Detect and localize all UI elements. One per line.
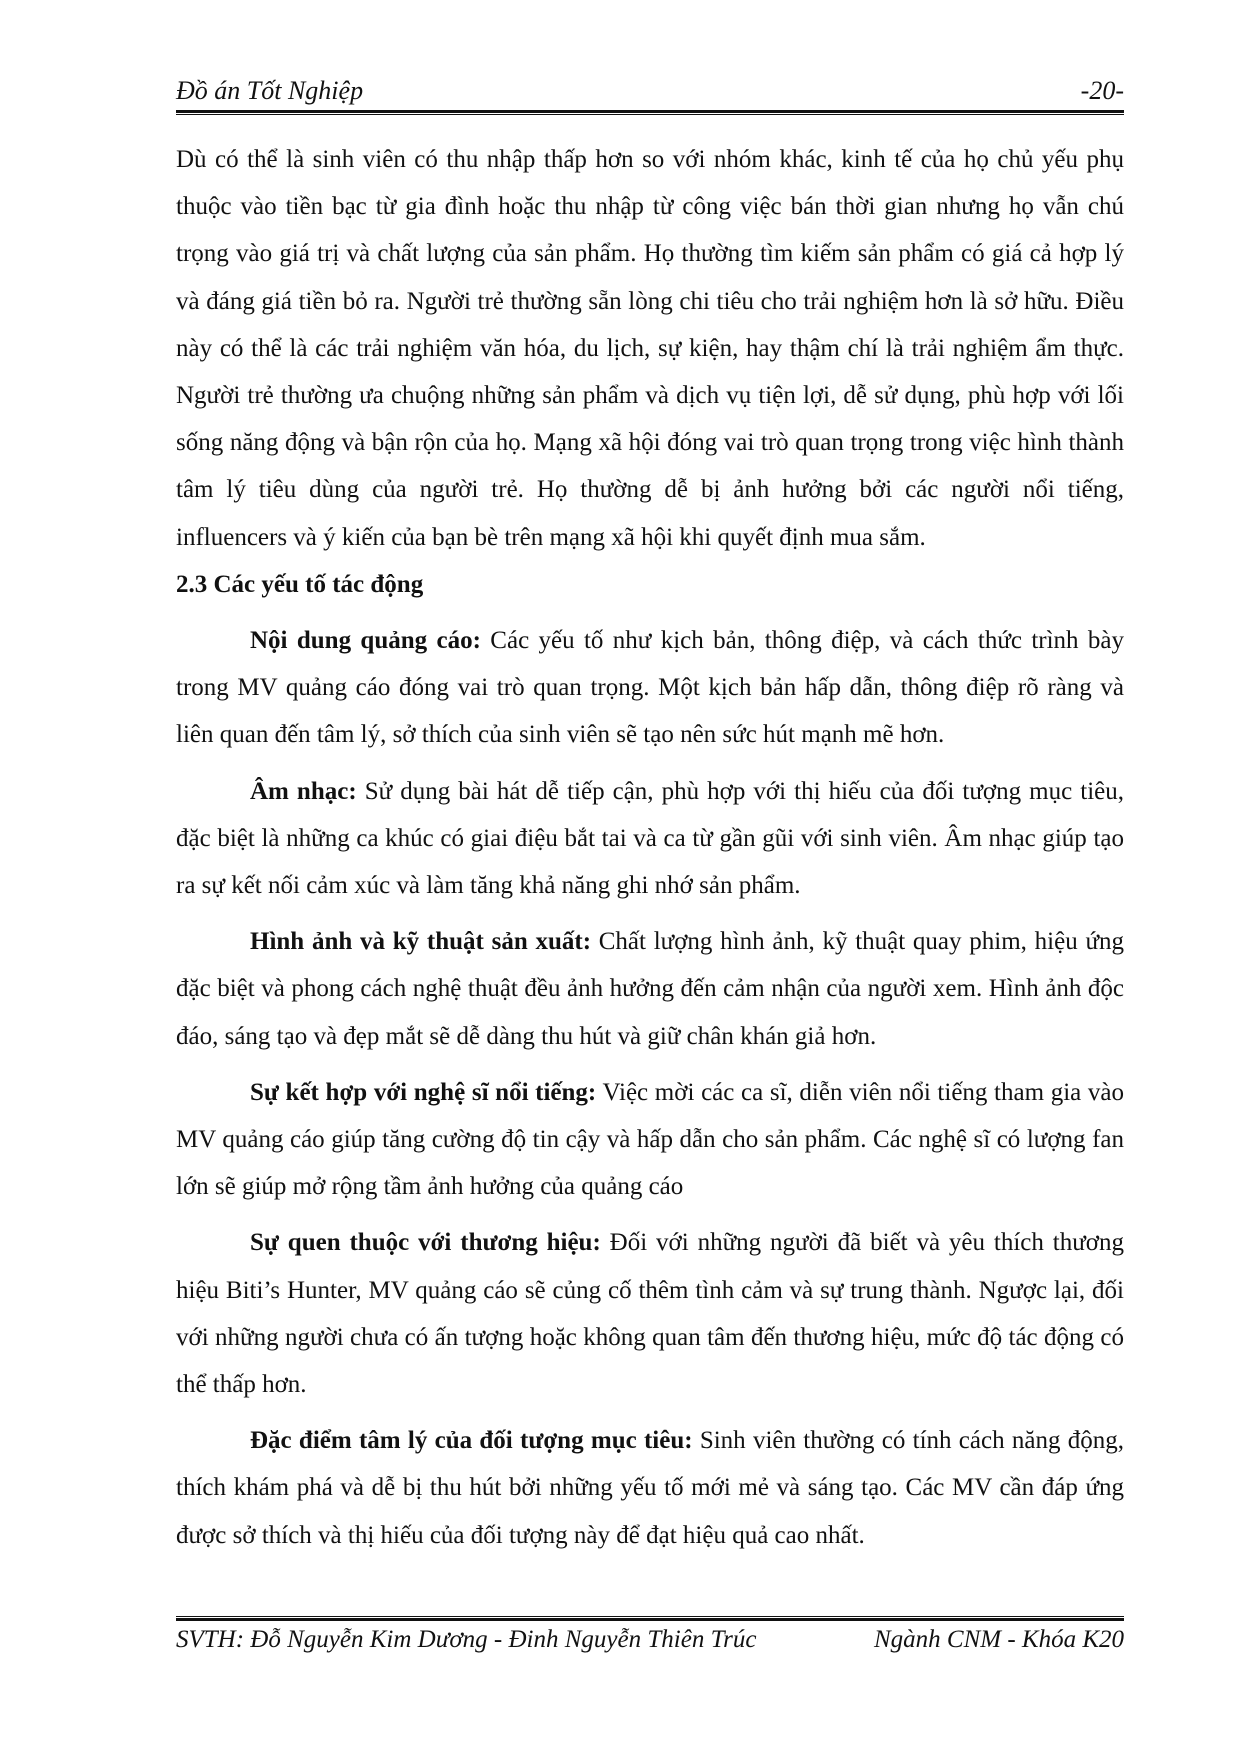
factor-text-visuals: Chất lượng hình ảnh, kỹ thuật quay phim, hiệu ứng đặc biệt và phong cách nghệ thuật đều ảnh hưởng đến cảm nhận của người xem. Hình ảnh độc đáo, sáng tạo và đẹp mắt sẽ dễ dàng thu hút và giữ chân khán giả hơn. — [176, 928, 1124, 1050]
page-header — [176, 72, 1124, 112]
factor-text-content: Các yếu tố như kịch bản, thông điệp, và cách thức trình bày trong MV quảng cáo đóng vai trò quan trọng. Một kịch bản hấp dẫn, thông điệp rõ ràng và liên quan đến tâm lý, sở thích của sinh viên sẽ tạo nên sức hút mạnh mẽ hơn. — [176, 627, 1124, 749]
page-number: -20- — [1080, 76, 1124, 105]
factor-paragraph-content — [176, 617, 1124, 759]
factor-lead-content: Nội dung quảng cáo: — [250, 627, 481, 655]
factor-text-brand: Đối với những người đã biết và yêu thích thương hiệu Biti’s Hunter, MV quảng cáo sẽ củng cố thêm tình cảm và sự trung thành. Ngược lại, đối với những người chưa có ấn tượng hoặc không quan tâm đến thương hiệu, mức độ tác động có thể thấp hơn. — [176, 1229, 1124, 1399]
factor-text-psychology: Sinh viên thường có tính cách năng động, thích khám phá và dễ bị thu hút bởi những yếu tố mới mẻ và sáng tạo. Các MV cần đáp ứng được sở thích và thị hiếu của đối tượng này để đạt hiệu quả cao nhất. — [176, 1427, 1124, 1549]
footer-program: Ngành CNM - Khóa K20 — [873, 1626, 1124, 1653]
factor-paragraph-brand — [176, 1219, 1124, 1408]
factor-paragraph-visuals — [176, 918, 1124, 1060]
factor-paragraph-celebrity — [176, 1069, 1124, 1211]
header-divider — [176, 110, 1124, 115]
factor-lead-music: Âm nhạc: — [250, 777, 357, 805]
factor-lead-visuals: Hình ảnh và kỹ thuật sản xuất: — [250, 928, 592, 956]
header-title: Đồ án Tốt Nghiệp — [176, 76, 364, 105]
factor-lead-brand: Sự quen thuộc với thương hiệu: — [250, 1229, 601, 1257]
factor-text-music: Sử dụng bài hát dễ tiếp cận, phù hợp với thị hiếu của đối tượng mục tiêu, đặc biệt là những ca khúc có giai điệu bắt tai và ca từ gần gũi với sinh viên. Âm nhạc giúp tạo ra sự kết nối cảm xúc và làm tăng khả năng ghi nhớ sản phẩm. — [176, 777, 1124, 900]
factor-lead-celebrity: Sự kết hợp với nghệ sĩ nổi tiếng: — [250, 1078, 597, 1106]
intro-paragraph: Dù có thể là sinh viên có thu nhập thấp hơn so với nhóm khác, kinh tế của họ chủ yếu phụ thuộc vào tiền bạc từ gia đình hoặc thu nhập từ công việc bán thời gian nhưng họ vẫn chú trọng vào giá trị và chất lượng của sản phẩm. Họ thường tìm kiếm sản phẩm có giá cả hợp lý và đáng giá tiền bỏ ra. Người trẻ thường sẵn lòng chi tiêu cho trải nghiệm hơn là sở hữu. Điều này có thể là các trải nghiệm văn hóa, du lịch, sự kiện, hay thậm chí là trải nghiệm ẩm thực. Người trẻ thường ưa chuộng những sản phẩm và dịch vụ tiện lợi, dễ sử dụng, phù hợp với lối sống năng động và bận rộn của họ. Mạng xã hội đóng vai trò quan trọng trong việc hình thành tâm lý tiêu dùng của người trẻ. Họ thường dễ bị ảnh hưởng bởi các người nổi tiếng, influencers và ý kiến của bạn bè trên mạng xã hội khi quyết định mua sắm. — [176, 146, 1124, 551]
page-footer — [176, 1616, 1124, 1656]
factor-paragraph-music — [176, 768, 1124, 910]
section-heading: 2.3 Các yếu tố tác động — [176, 570, 424, 598]
page-content — [176, 136, 1124, 1568]
factor-text-celebrity: Việc mời các ca sĩ, diễn viên nổi tiếng tham gia vào MV quảng cáo giúp tăng cường độ tin cậy và hấp dẫn cho sản phẩm. Các nghệ sĩ có lượng fan lớn sẽ giúp mở rộng tầm ảnh hưởng của quảng cáo — [176, 1078, 1124, 1201]
factor-paragraph-psychology — [176, 1417, 1124, 1559]
factor-lead-psychology: Đặc điểm tâm lý của đối tượng mục tiêu: — [250, 1427, 693, 1455]
footer-divider — [176, 1616, 1124, 1621]
footer-authors: SVTH: Đỗ Nguyễn Kim Dương - Đinh Nguyễn Thiên Trúc — [176, 1626, 757, 1653]
